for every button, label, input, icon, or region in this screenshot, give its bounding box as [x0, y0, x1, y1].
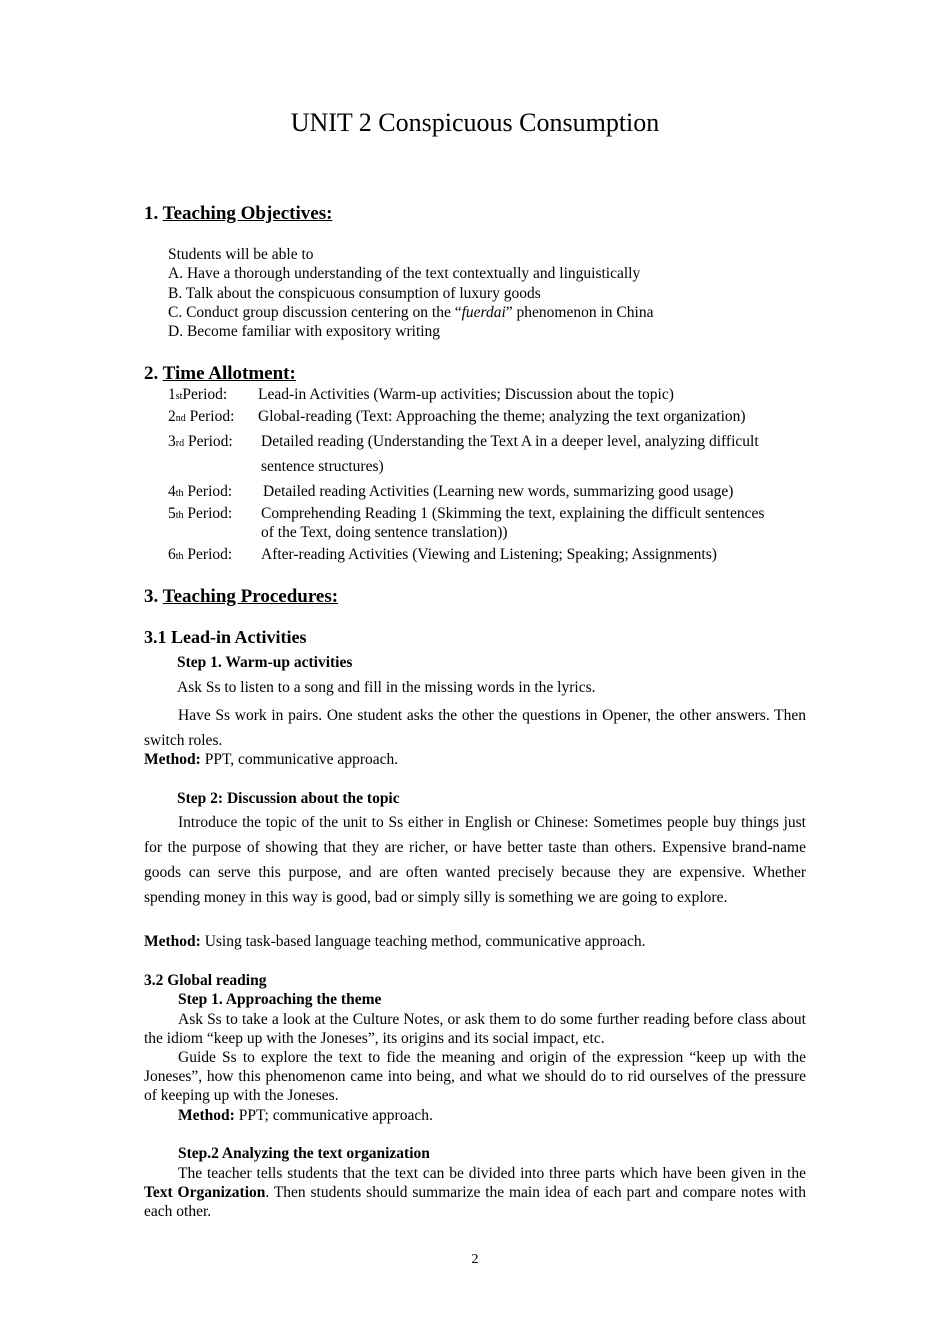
page-number: 2 [471, 1252, 479, 1267]
section-title: Teaching Procedures: [162, 586, 339, 607]
section-2-heading [144, 363, 296, 385]
section-1-heading [144, 203, 332, 225]
step-heading: Step 1. Warm-up activities [177, 654, 353, 671]
method-line: Method: Using task-based language teaching method, communicative approach. [144, 933, 646, 950]
step-heading: Step.2 Analyzing the text organization [178, 1145, 430, 1162]
period-label: 2nd Period: [168, 408, 235, 425]
paragraph: The teacher tells students that the text can be divided into three parts which have been given in the Text Organization. Then students should summarize the main idea of each part and compare notes with each other. [144, 1165, 806, 1220]
section-number: 1. [144, 203, 159, 224]
section-title: Teaching Objectives: [162, 203, 333, 224]
period-desc-cont: of the Text, doing sentence translation)) [261, 524, 508, 541]
period-label: 5th Period: [168, 505, 233, 522]
bold-term: Text Organization [144, 1184, 266, 1201]
paragraph: Introduce the topic of the unit to Ss either in English or Chinese: Sometimes people buy things just for the purpose of showing that they are richer, or have better taste than others. Expensive brand-name goods can serve this purpose, and are often wanted precisely because they are expensive. Whether spending money in this way is good, bad or simply silly is something we are going to explore. [144, 814, 806, 906]
section-title: Time Allotment: [162, 363, 296, 384]
period-desc: Detailed reading Activities (Learning new words, summarizing good usage) [263, 483, 734, 500]
step-heading: Step 1. Approaching the theme [178, 991, 382, 1008]
objective-item: A. Have a thorough understanding of the text contextually and linguistically [168, 265, 641, 282]
objectives-intro: Students will be able to [168, 246, 314, 263]
section-number: 2. [144, 363, 159, 384]
subsection-heading: 3.1 Lead-in Activities [144, 627, 307, 647]
period-desc: After-reading Activities (Viewing and Listening; Speaking; Assignments) [261, 546, 717, 563]
period-desc: Global-reading (Text: Approaching the theme; analyzing the text organization) [258, 408, 746, 425]
italic-term: fuerdai [461, 304, 506, 321]
paragraph: Have Ss work in pairs. One student asks the other the questions in Opener, the other answers. Then switch roles. [144, 707, 806, 749]
period-desc-cont: sentence structures) [261, 458, 384, 475]
method-line: Method: PPT, communicative approach. [144, 751, 399, 768]
page-title: UNIT 2 Conspicuous Consumption [290, 108, 660, 137]
period-desc: Detailed reading (Understanding the Text A in a deeper level, analyzing difficult [261, 433, 759, 450]
section-3-heading [144, 586, 338, 608]
objective-item: B. Talk about the conspicuous consumption of luxury goods [168, 285, 541, 302]
period-label: 4th Period: [168, 483, 233, 500]
step-heading: Step 2: Discussion about the topic [177, 790, 400, 807]
paragraph: Ask Ss to listen to a song and fill in the missing words in the lyrics. [177, 679, 596, 696]
paragraph: Ask Ss to take a look at the Culture Notes, or ask them to do some further reading before class about the idiom “keep up with the Joneses”, its origins and its social impact, etc. [144, 1011, 806, 1047]
method-line: Method: PPT; communicative approach. [178, 1107, 433, 1124]
period-desc: Lead-in Activities (Warm-up activities; Discussion about the topic) [258, 386, 674, 403]
subsection-heading: 3.2 Global reading [144, 972, 267, 989]
paragraph: Guide Ss to explore the text to fide the meaning and origin of the expression “keep up with the Joneses”, how this phenomenon came into being, and what we should do to rid ourselves of the pressure of keeping up with the Joneses. [144, 1049, 806, 1104]
period-label: 6th Period: [168, 546, 233, 563]
objective-item: D. Become familiar with expository writing [168, 323, 441, 340]
section-number: 3. [144, 586, 159, 607]
period-desc: Comprehending Reading 1 (Skimming the text, explaining the difficult sentences [261, 505, 765, 522]
period-label: 1stPeriod: [168, 386, 228, 403]
period-label: 3rd Period: [168, 433, 233, 450]
objective-item: C. Conduct group discussion centering on the “fuerdai” phenomenon in China [168, 304, 654, 321]
